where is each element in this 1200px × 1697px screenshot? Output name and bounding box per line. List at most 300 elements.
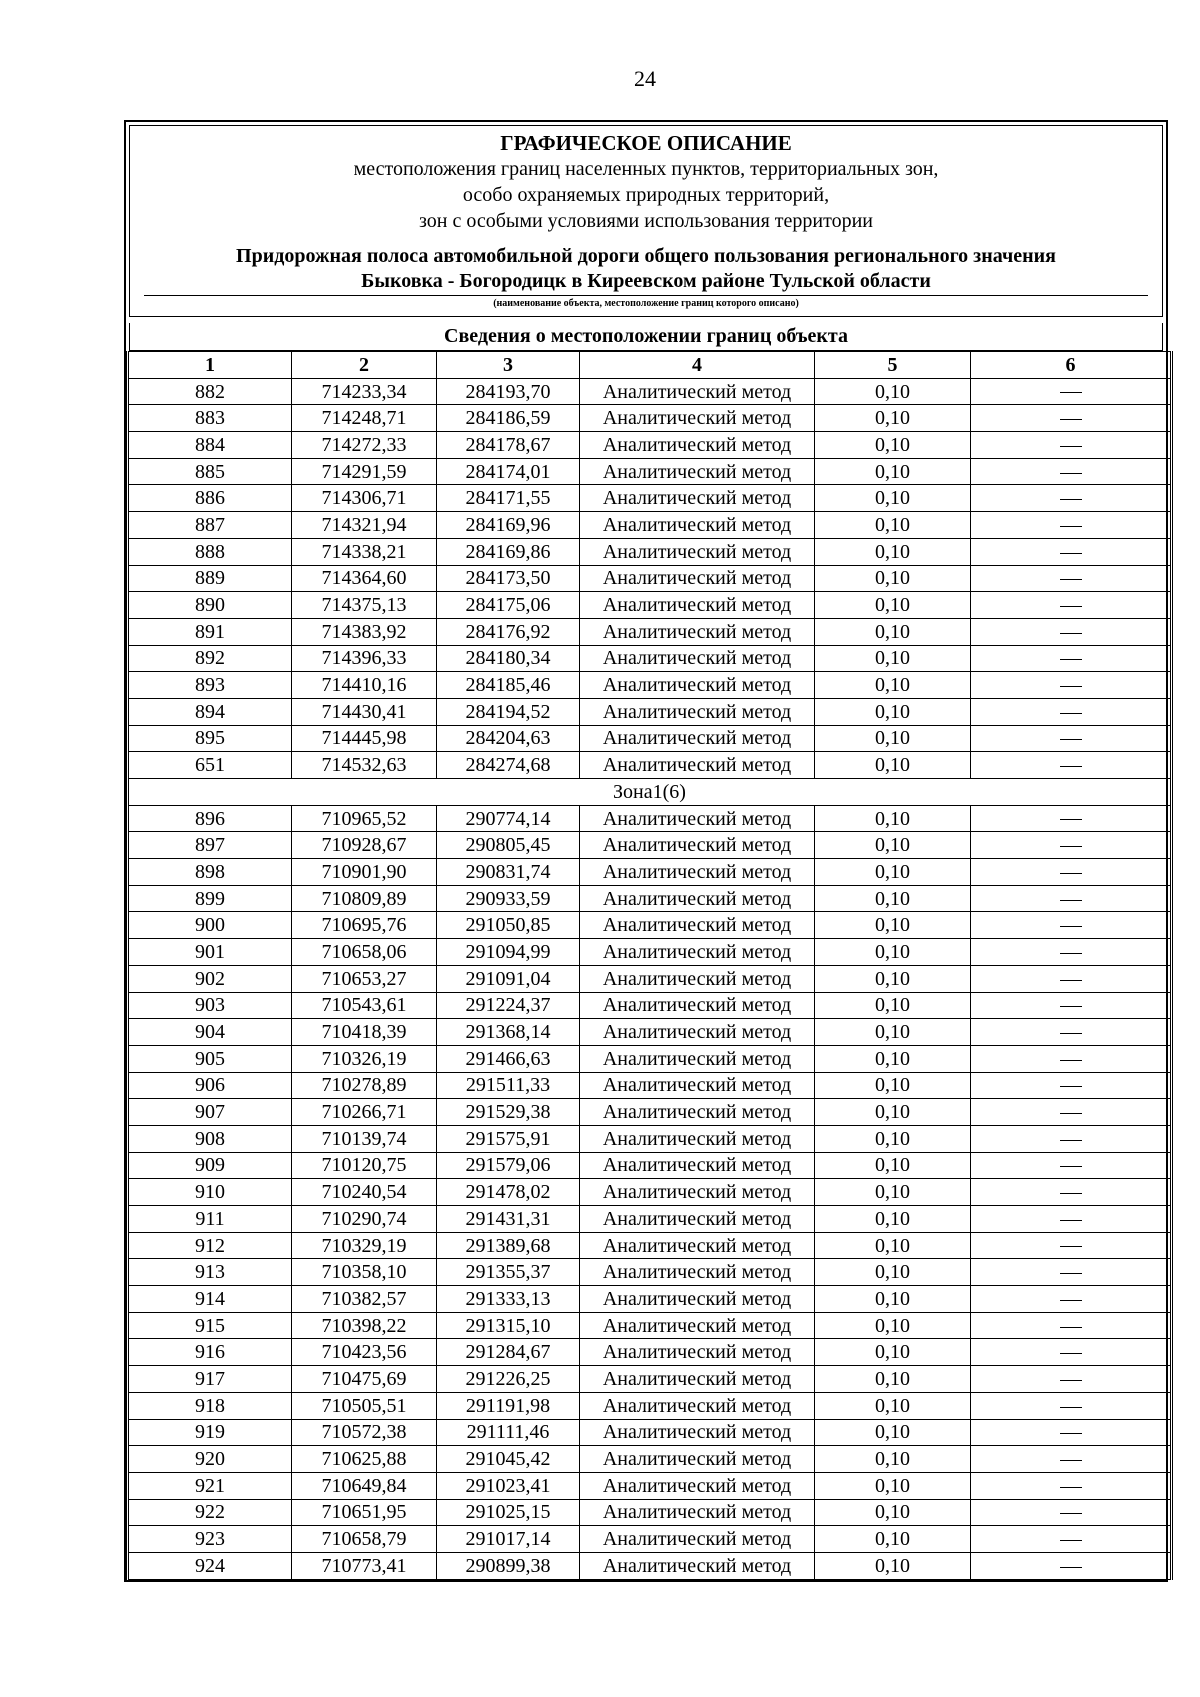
point-number: 890	[128, 592, 292, 619]
coordinate-y: 291284,67	[437, 1339, 580, 1366]
coordinate-x: 714338,21	[292, 538, 437, 565]
method: Аналитический метод	[580, 565, 815, 592]
dash-mark	[1060, 1086, 1082, 1087]
dash-mark	[1060, 1166, 1082, 1167]
coordinate-x: 710423,56	[292, 1339, 437, 1366]
method: Аналитический метод	[580, 458, 815, 485]
point-number: 900	[128, 912, 292, 939]
object-name-line-2: Быковка - Богородицк в Киреевском районе Тульской области	[361, 270, 931, 292]
description	[971, 1312, 1172, 1339]
table-row	[128, 1152, 1172, 1179]
coordinate-x: 714291,59	[292, 458, 437, 485]
point-number: 893	[128, 672, 292, 699]
coordinate-x: 710418,39	[292, 1019, 437, 1046]
coordinate-x: 714272,33	[292, 432, 437, 459]
dash-mark	[1060, 819, 1082, 820]
coordinate-y: 284193,70	[437, 378, 580, 405]
dash-mark	[1060, 659, 1082, 660]
point-number: 924	[128, 1552, 292, 1579]
accuracy: 0,10	[815, 565, 971, 592]
coordinate-x: 714532,63	[292, 752, 437, 779]
accuracy: 0,10	[815, 1446, 971, 1473]
coordinate-x: 710658,79	[292, 1526, 437, 1553]
accuracy: 0,10	[815, 1552, 971, 1579]
description	[971, 912, 1172, 939]
description	[971, 1286, 1172, 1313]
coordinate-y: 291511,33	[437, 1072, 580, 1099]
table-row	[128, 405, 1172, 432]
accuracy: 0,10	[815, 1526, 971, 1553]
table-row	[128, 1419, 1172, 1446]
column-number-5: 5	[815, 352, 971, 379]
table-row	[128, 1312, 1172, 1339]
coordinate-y: 284186,59	[437, 405, 580, 432]
coordinate-y: 291529,38	[437, 1099, 580, 1126]
zone-label: Зона1(6)	[128, 779, 1172, 806]
dash-mark	[1060, 419, 1082, 420]
method: Аналитический метод	[580, 1019, 815, 1046]
coordinate-x: 710965,52	[292, 805, 437, 832]
table-row	[128, 725, 1172, 752]
coordinate-y: 291226,25	[437, 1366, 580, 1393]
description	[971, 1152, 1172, 1179]
coordinate-x: 710625,88	[292, 1446, 437, 1473]
table-row	[128, 1019, 1172, 1046]
coordinate-y: 290774,14	[437, 805, 580, 832]
document-title: ГРАФИЧЕСКОЕ ОПИСАНИЕ	[500, 131, 792, 155]
table-row	[128, 965, 1172, 992]
table-row	[128, 832, 1172, 859]
point-number: 894	[128, 698, 292, 725]
dash-mark	[1060, 1006, 1082, 1007]
method: Аналитический метод	[580, 672, 815, 699]
coordinate-y: 284194,52	[437, 698, 580, 725]
coordinate-x: 710658,06	[292, 939, 437, 966]
accuracy: 0,10	[815, 1232, 971, 1259]
table-row	[128, 432, 1172, 459]
table-row	[128, 1472, 1172, 1499]
coordinate-y: 291045,42	[437, 1446, 580, 1473]
accuracy: 0,10	[815, 618, 971, 645]
point-number: 919	[128, 1419, 292, 1446]
table-row	[128, 618, 1172, 645]
coordinate-x: 714383,92	[292, 618, 437, 645]
coordinate-y: 291478,02	[437, 1179, 580, 1206]
table-row	[128, 885, 1172, 912]
description	[971, 859, 1172, 886]
dash-mark	[1060, 686, 1082, 687]
coordinate-x: 710651,95	[292, 1499, 437, 1526]
dash-mark	[1060, 499, 1082, 500]
coordinate-y: 291111,46	[437, 1419, 580, 1446]
coordinate-y: 290899,38	[437, 1552, 580, 1579]
method: Аналитический метод	[580, 1286, 815, 1313]
dash-mark	[1060, 446, 1082, 447]
method: Аналитический метод	[580, 1526, 815, 1553]
table-row	[128, 458, 1172, 485]
accuracy: 0,10	[815, 939, 971, 966]
description	[971, 1526, 1172, 1553]
coordinate-y: 291023,41	[437, 1472, 580, 1499]
point-number: 904	[128, 1019, 292, 1046]
coordinate-y: 284175,06	[437, 592, 580, 619]
description	[971, 1472, 1172, 1499]
table-row	[128, 538, 1172, 565]
coordinate-x: 710543,61	[292, 992, 437, 1019]
coordinate-x: 714375,13	[292, 592, 437, 619]
coordinate-x: 710139,74	[292, 1125, 437, 1152]
point-number: 918	[128, 1392, 292, 1419]
description	[971, 1206, 1172, 1233]
coordinate-y: 291333,13	[437, 1286, 580, 1313]
point-number: 905	[128, 1045, 292, 1072]
dash-mark	[1060, 392, 1082, 393]
dash-mark	[1060, 1513, 1082, 1514]
table-row	[128, 939, 1172, 966]
coordinate-x: 710695,76	[292, 912, 437, 939]
coordinate-y: 284185,46	[437, 672, 580, 699]
dash-mark	[1060, 713, 1082, 714]
point-number: 903	[128, 992, 292, 1019]
description	[971, 1019, 1172, 1046]
zone-row	[128, 779, 1172, 806]
description	[971, 885, 1172, 912]
dash-mark	[1060, 1300, 1082, 1301]
method: Аналитический метод	[580, 725, 815, 752]
coordinate-y: 290805,45	[437, 832, 580, 859]
coordinate-x: 714430,41	[292, 698, 437, 725]
coordinate-y: 291389,68	[437, 1232, 580, 1259]
dash-mark	[1060, 1433, 1082, 1434]
coordinate-y: 284274,68	[437, 752, 580, 779]
table-row	[128, 912, 1172, 939]
coordinate-x: 714396,33	[292, 645, 437, 672]
accuracy: 0,10	[815, 538, 971, 565]
accuracy: 0,10	[815, 1312, 971, 1339]
table-row	[128, 805, 1172, 832]
accuracy: 0,10	[815, 885, 971, 912]
accuracy: 0,10	[815, 1286, 971, 1313]
method: Аналитический метод	[580, 1179, 815, 1206]
coordinate-x: 710266,71	[292, 1099, 437, 1126]
description	[971, 1099, 1172, 1126]
accuracy: 0,10	[815, 1472, 971, 1499]
point-number: 899	[128, 885, 292, 912]
point-number: 914	[128, 1286, 292, 1313]
dash-mark	[1060, 1273, 1082, 1274]
description	[971, 805, 1172, 832]
accuracy: 0,10	[815, 1045, 971, 1072]
coordinate-y: 291094,99	[437, 939, 580, 966]
method: Аналитический метод	[580, 698, 815, 725]
coordinate-y: 284180,34	[437, 645, 580, 672]
method: Аналитический метод	[580, 1125, 815, 1152]
accuracy: 0,10	[815, 1366, 971, 1393]
table-row	[128, 565, 1172, 592]
point-number: 917	[128, 1366, 292, 1393]
coordinate-y: 284173,50	[437, 565, 580, 592]
coordinate-y: 291025,15	[437, 1499, 580, 1526]
coordinate-x: 710901,90	[292, 859, 437, 886]
description	[971, 458, 1172, 485]
point-number: 921	[128, 1472, 292, 1499]
accuracy: 0,10	[815, 912, 971, 939]
table-row	[128, 1499, 1172, 1526]
page-number: 24	[634, 66, 656, 91]
object-note: (наименование объекта, местоположение границ которого описано)	[493, 298, 799, 309]
dash-mark	[1060, 953, 1082, 954]
method: Аналитический метод	[580, 1312, 815, 1339]
coordinate-y: 291315,10	[437, 1312, 580, 1339]
accuracy: 0,10	[815, 805, 971, 832]
coordinate-x: 714233,34	[292, 378, 437, 405]
accuracy: 0,10	[815, 1499, 971, 1526]
table-row	[128, 1366, 1172, 1393]
document-header	[129, 125, 1163, 317]
coordinate-x: 710649,84	[292, 1472, 437, 1499]
coordinate-x: 714445,98	[292, 725, 437, 752]
table-row	[128, 1259, 1172, 1286]
coordinate-x: 710572,38	[292, 1419, 437, 1446]
method: Аналитический метод	[580, 1259, 815, 1286]
description	[971, 432, 1172, 459]
method: Аналитический метод	[580, 432, 815, 459]
accuracy: 0,10	[815, 405, 971, 432]
dash-mark	[1060, 1380, 1082, 1381]
coordinate-x: 710120,75	[292, 1152, 437, 1179]
column-number-2: 2	[292, 352, 437, 379]
coordinate-x: 710475,69	[292, 1366, 437, 1393]
dash-mark	[1060, 633, 1082, 634]
point-number: 909	[128, 1152, 292, 1179]
description	[971, 645, 1172, 672]
accuracy: 0,10	[815, 1099, 971, 1126]
column-number-1: 1	[128, 352, 292, 379]
accuracy: 0,10	[815, 592, 971, 619]
description	[971, 832, 1172, 859]
point-number: 906	[128, 1072, 292, 1099]
dash-mark	[1060, 1246, 1082, 1247]
dash-mark	[1060, 526, 1082, 527]
description	[971, 1339, 1172, 1366]
coordinate-y: 290831,74	[437, 859, 580, 886]
dash-mark	[1060, 473, 1082, 474]
coordinate-y: 291575,91	[437, 1125, 580, 1152]
point-number: 883	[128, 405, 292, 432]
coordinate-x: 714248,71	[292, 405, 437, 432]
point-number: 898	[128, 859, 292, 886]
method: Аналитический метод	[580, 859, 815, 886]
coordinate-x: 710505,51	[292, 1392, 437, 1419]
point-number: 897	[128, 832, 292, 859]
column-number-3: 3	[437, 352, 580, 379]
description	[971, 1499, 1172, 1526]
coordinate-y: 284174,01	[437, 458, 580, 485]
point-number: 902	[128, 965, 292, 992]
method: Аналитический метод	[580, 885, 815, 912]
dash-mark	[1060, 926, 1082, 927]
table-row	[128, 1232, 1172, 1259]
description	[971, 1179, 1172, 1206]
coordinate-x: 710773,41	[292, 1552, 437, 1579]
object-name-line-1: Придорожная полоса автомобильной дороги общего пользования регионального значения	[236, 245, 1056, 267]
description	[971, 965, 1172, 992]
description	[971, 752, 1172, 779]
method: Аналитический метод	[580, 832, 815, 859]
coordinate-y: 291224,37	[437, 992, 580, 1019]
dash-mark	[1060, 1327, 1082, 1328]
dash-mark	[1060, 1220, 1082, 1221]
coordinate-y: 284178,67	[437, 432, 580, 459]
coordinate-x: 710382,57	[292, 1286, 437, 1313]
description	[971, 725, 1172, 752]
coordinate-y: 291579,06	[437, 1152, 580, 1179]
method: Аналитический метод	[580, 939, 815, 966]
description	[971, 1072, 1172, 1099]
dash-mark	[1060, 980, 1082, 981]
accuracy: 0,10	[815, 1259, 971, 1286]
method: Аналитический метод	[580, 485, 815, 512]
accuracy: 0,10	[815, 432, 971, 459]
table-row	[128, 672, 1172, 699]
section-title: Сведения о местоположении границ объекта	[129, 323, 1163, 351]
description	[971, 538, 1172, 565]
accuracy: 0,10	[815, 1392, 971, 1419]
description	[971, 1232, 1172, 1259]
method: Аналитический метод	[580, 805, 815, 832]
table-row	[128, 992, 1172, 1019]
column-number-6: 6	[971, 352, 1172, 379]
table-row	[128, 1286, 1172, 1313]
coordinate-x: 710290,74	[292, 1206, 437, 1233]
description	[971, 485, 1172, 512]
dash-mark	[1060, 1033, 1082, 1034]
point-number: 916	[128, 1339, 292, 1366]
method: Аналитический метод	[580, 1152, 815, 1179]
accuracy: 0,10	[815, 1339, 971, 1366]
accuracy: 0,10	[815, 485, 971, 512]
dash-mark	[1060, 1540, 1082, 1541]
coordinate-x: 710928,67	[292, 832, 437, 859]
table-row	[128, 859, 1172, 886]
method: Аналитический метод	[580, 538, 815, 565]
point-number: 889	[128, 565, 292, 592]
dash-mark	[1060, 739, 1082, 740]
table-row	[128, 378, 1172, 405]
point-number: 912	[128, 1232, 292, 1259]
coordinate-y: 284171,55	[437, 485, 580, 512]
method: Аналитический метод	[580, 1045, 815, 1072]
dash-mark	[1060, 1487, 1082, 1488]
point-number: 884	[128, 432, 292, 459]
accuracy: 0,10	[815, 1206, 971, 1233]
table-row	[128, 645, 1172, 672]
table-row	[128, 1206, 1172, 1233]
table-row	[128, 512, 1172, 539]
table-row	[128, 485, 1172, 512]
accuracy: 0,10	[815, 672, 971, 699]
dash-mark	[1060, 553, 1082, 554]
column-number-row	[128, 352, 1172, 379]
point-number: 911	[128, 1206, 292, 1233]
coordinate-x: 710329,19	[292, 1232, 437, 1259]
point-number: 882	[128, 378, 292, 405]
description	[971, 1125, 1172, 1152]
dash-mark	[1060, 1113, 1082, 1114]
description	[971, 698, 1172, 725]
method: Аналитический метод	[580, 1392, 815, 1419]
coordinate-y: 291466,63	[437, 1045, 580, 1072]
table-row	[128, 1179, 1172, 1206]
accuracy: 0,10	[815, 1419, 971, 1446]
method: Аналитический метод	[580, 1366, 815, 1393]
dash-mark	[1060, 1460, 1082, 1461]
dash-mark	[1060, 1140, 1082, 1141]
table-row	[128, 1339, 1172, 1366]
point-number: 907	[128, 1099, 292, 1126]
dash-mark	[1060, 900, 1082, 901]
dash-mark	[1060, 1060, 1082, 1061]
table-row	[128, 1045, 1172, 1072]
coordinate-y: 284169,96	[437, 512, 580, 539]
table-row	[128, 1099, 1172, 1126]
description	[971, 1392, 1172, 1419]
dash-mark	[1060, 766, 1082, 767]
description	[971, 592, 1172, 619]
accuracy: 0,10	[815, 992, 971, 1019]
accuracy: 0,10	[815, 832, 971, 859]
accuracy: 0,10	[815, 859, 971, 886]
method: Аналитический метод	[580, 992, 815, 1019]
table-row	[128, 752, 1172, 779]
method: Аналитический метод	[580, 1446, 815, 1473]
description	[971, 939, 1172, 966]
method: Аналитический метод	[580, 1472, 815, 1499]
coordinate-y: 284204,63	[437, 725, 580, 752]
coordinate-x: 710240,54	[292, 1179, 437, 1206]
point-number: 901	[128, 939, 292, 966]
accuracy: 0,10	[815, 752, 971, 779]
table-row	[128, 1125, 1172, 1152]
description	[971, 565, 1172, 592]
subtitle-line-1: местоположения границ населенных пунктов, территориальных зон,	[353, 158, 939, 180]
coordinate-x: 710278,89	[292, 1072, 437, 1099]
dash-mark	[1060, 1407, 1082, 1408]
table-row	[128, 1446, 1172, 1473]
description	[971, 378, 1172, 405]
point-number: 892	[128, 645, 292, 672]
point-number: 651	[128, 752, 292, 779]
column-number-4: 4	[580, 352, 815, 379]
coordinate-y: 291191,98	[437, 1392, 580, 1419]
description	[971, 512, 1172, 539]
point-number: 910	[128, 1179, 292, 1206]
description	[971, 992, 1172, 1019]
description	[971, 1552, 1172, 1579]
point-number: 922	[128, 1499, 292, 1526]
table-row	[128, 1392, 1172, 1419]
point-number: 896	[128, 805, 292, 832]
table-row	[128, 1072, 1172, 1099]
method: Аналитический метод	[580, 512, 815, 539]
dash-mark	[1060, 873, 1082, 874]
point-number: 885	[128, 458, 292, 485]
method: Аналитический метод	[580, 965, 815, 992]
coordinate-y: 291050,85	[437, 912, 580, 939]
point-number: 891	[128, 618, 292, 645]
point-number: 887	[128, 512, 292, 539]
method: Аналитический метод	[580, 378, 815, 405]
